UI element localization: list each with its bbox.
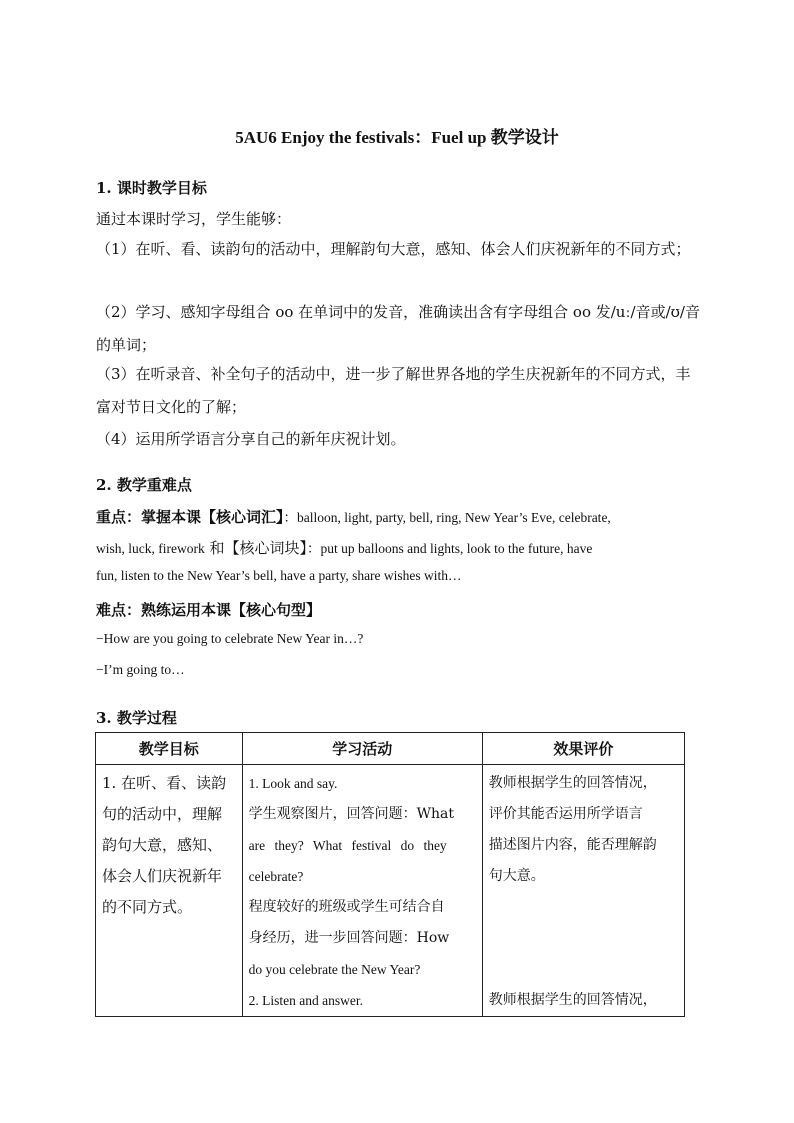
activity-cell-text xyxy=(243,765,482,1016)
goal-cell xyxy=(96,765,243,1017)
column-header-goals: 教学目标 xyxy=(96,733,243,765)
section-1-intro: 通过本课时学习，学生能够： xyxy=(96,210,292,228)
activity-line: 程度较好的班级或学生可结合自 xyxy=(248,899,445,915)
evaluation-line: 教师根据学生的回答情况， xyxy=(488,775,657,791)
core-vocabulary-cont: wish, luck, firework xyxy=(96,541,205,556)
objective-item-1: （1）在听、看、读韵句的活动中，理解韵句大意，感知、体会人们庆祝新年的不同方式； xyxy=(96,240,691,258)
goal-line: 句的活动中，理解 xyxy=(102,805,223,823)
evaluation-line: 描述图片内容，能否理解韵 xyxy=(488,837,657,853)
objective-item-3: （3）在听录音、补全句子的活动中，进一步了解世界各地的学生庆祝新年的不同方式，丰富对节日文化的了解； xyxy=(96,365,691,416)
core-chunks-label: 和【核心词块】 xyxy=(209,539,308,557)
goal-line: 体会人们庆祝新年 xyxy=(102,867,223,885)
column-header-evaluation: 效果评价 xyxy=(482,733,684,765)
activity-line: 1. Look and say. xyxy=(248,776,338,791)
evaluation-line: 句大意。 xyxy=(488,868,545,884)
section-3-heading: 3. 教学过程 xyxy=(96,709,177,727)
key-points-line-2 xyxy=(96,537,592,558)
core-vocabulary: ：balloon, light, party, bell, ring, New Year’s Eve, celebrate, xyxy=(283,510,611,525)
core-chunks: ：put up balloons and lights, look to the future, have xyxy=(307,541,593,556)
activity-line: do you celebrate the New Year? xyxy=(248,962,421,977)
key-points-line-1 xyxy=(96,506,611,527)
table-row xyxy=(96,765,685,1017)
goal-line: 1. 在听、看、读韵 xyxy=(102,774,227,792)
evaluation-cell-text xyxy=(483,765,684,1016)
activity-line: 2. Listen and answer. xyxy=(248,993,363,1008)
column-header-activities: 学习活动 xyxy=(242,733,482,765)
table-header-row xyxy=(96,733,685,765)
section-1-heading: 1. 课时教学目标 xyxy=(96,179,207,197)
activity-cell xyxy=(242,765,482,1017)
activity-line: are they? What festival do they xyxy=(248,838,447,853)
core-chunks-cont: fun, listen to the New Year’s bell, have a party, share wishes with… xyxy=(96,568,462,583)
evaluation-cell xyxy=(482,765,684,1017)
goal-line: 韵句大意，感知、 xyxy=(102,836,223,854)
core-sentence-question: −How are you going to celebrate New Year in…? xyxy=(96,631,364,646)
evaluation-line: 评价其能否运用所学语言 xyxy=(488,806,643,822)
activity-line: celebrate? xyxy=(248,869,304,884)
core-sentence-answer: −I’m going to… xyxy=(96,662,185,677)
difficult-points-label: 难点：熟练运用本课【核心句型】 xyxy=(96,601,322,619)
goal-cell-text xyxy=(96,765,242,923)
section-2-heading: 2. 教学重难点 xyxy=(96,476,192,494)
objective-item-4: （4）运用所学语言分享自己的新年庆祝计划。 xyxy=(96,430,406,448)
key-points-label: 重点：掌握本课【核心词汇】 xyxy=(96,508,284,526)
goal-line: 的不同方式。 xyxy=(102,898,193,916)
teaching-process-table xyxy=(95,732,685,1017)
activity-line: 学生观察图片，回答问题：What xyxy=(248,806,455,822)
document-title: 5AU6 Enjoy the festivals：Fuel up 教学设计 xyxy=(235,128,559,147)
objective-item-2: （2）学习、感知字母组合 oo 在单词中的发音，准确读出含有字母组合 oo 发/uː/音或/ʊ/音的单词； xyxy=(96,303,700,354)
evaluation-spacer xyxy=(489,892,678,985)
activity-line: 身经历，进一步回答问题：How xyxy=(248,930,450,946)
evaluation-line: 教师根据学生的回答情况， xyxy=(488,992,657,1008)
